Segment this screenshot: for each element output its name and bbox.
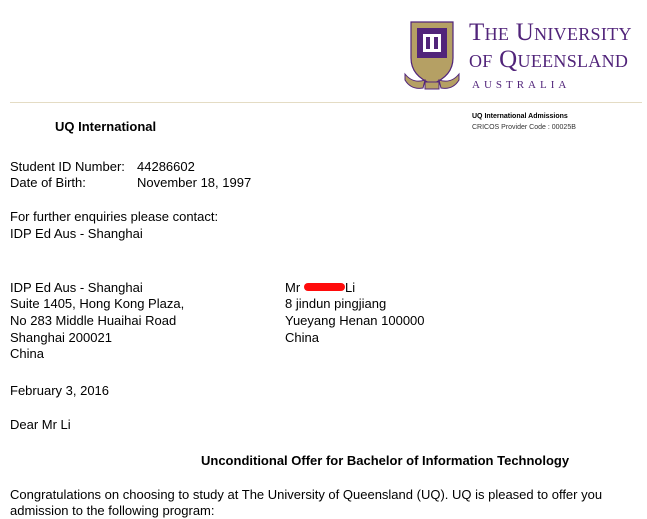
recipient-address-line: 8 jindun pingjiang bbox=[285, 296, 387, 311]
student-id-value: 44286602 bbox=[137, 159, 195, 174]
recipient-name-suffix: Li bbox=[345, 280, 356, 295]
dob-value: November 18, 1997 bbox=[137, 175, 252, 190]
enquiries-contact: IDP Ed Aus - Shanghai bbox=[10, 226, 143, 241]
header-divider bbox=[10, 102, 642, 103]
sender-address-line: Suite 1405, Hong Kong Plaza, bbox=[10, 296, 185, 311]
recipient-address-line: Yueyang Henan 100000 bbox=[285, 313, 425, 328]
recipient-address-line: China bbox=[285, 330, 319, 345]
letter-date: February 3, 2016 bbox=[10, 383, 110, 398]
body-text-line: Congratulations on choosing to study at The University of Queensland (UQ). UQ is pleased to offer you bbox=[10, 487, 603, 502]
admissions-office: UQ International Admissions bbox=[472, 113, 568, 120]
country-label: AUSTRALIA bbox=[472, 79, 571, 91]
sender-address-line: IDP Ed Aus - Shanghai bbox=[10, 280, 143, 295]
student-id-label: Student ID Number: bbox=[10, 159, 125, 174]
recipient-name-prefix: Mr bbox=[285, 280, 301, 295]
enquiries-line: For further enquiries please contact: bbox=[10, 209, 219, 224]
university-name-line1: The University bbox=[469, 19, 632, 46]
sender-address-line: No 283 Middle Huaihai Road bbox=[10, 313, 177, 328]
salutation: Dear Mr Li bbox=[10, 417, 71, 432]
dob-label: Date of Birth: bbox=[10, 175, 86, 190]
body-text-line: admission to the following program: bbox=[10, 503, 215, 518]
uq-crest-logo bbox=[403, 18, 461, 94]
cricos-code: CRICOS Provider Code : 00025B bbox=[472, 124, 576, 131]
sender-address-line: China bbox=[10, 346, 44, 361]
sender-address-line: Shanghai 200021 bbox=[10, 330, 112, 345]
redaction-mark bbox=[304, 283, 345, 291]
university-name-line2: of Queensland bbox=[469, 46, 629, 73]
offer-subject: Unconditional Offer for Bachelor of Information Technology bbox=[201, 453, 570, 468]
department-name: UQ International bbox=[55, 119, 157, 134]
